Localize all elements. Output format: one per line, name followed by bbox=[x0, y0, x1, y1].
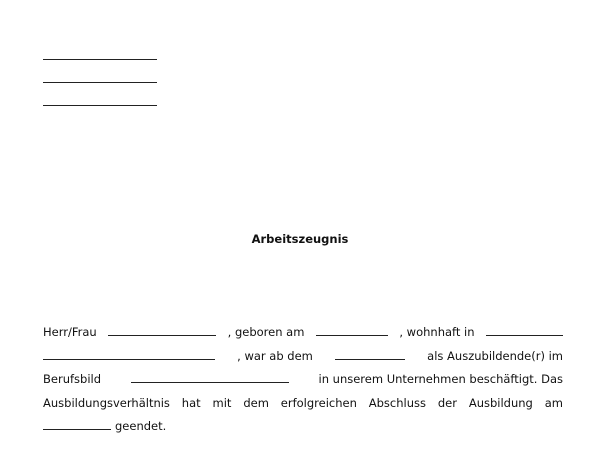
blank-birthdate bbox=[316, 334, 388, 336]
body-paragraph bbox=[43, 321, 563, 439]
text-berufsbild: Berufsbild bbox=[43, 372, 102, 386]
sender-line-1 bbox=[43, 59, 157, 60]
text-geboren-am: , geboren am bbox=[227, 325, 305, 339]
text-war-ab-dem: , war ab dem bbox=[237, 348, 313, 363]
blank-residence bbox=[486, 334, 563, 336]
sender-line-3 bbox=[43, 105, 157, 106]
blank-end-date bbox=[43, 428, 111, 430]
text-unternehmen-beschaeftigt: in unserem Unternehmen beschäftigt. Das bbox=[318, 372, 563, 386]
blank-occupation bbox=[131, 381, 289, 383]
text-geendet: geendet. bbox=[115, 419, 167, 433]
body-line-3 bbox=[43, 368, 563, 392]
blank-start-date bbox=[335, 358, 405, 360]
body-line-4 bbox=[43, 392, 563, 416]
text-wohnhaft-in: , wohnhaft in bbox=[399, 325, 475, 339]
blank-name bbox=[108, 334, 216, 336]
text-ausbildungsverhaeltnis: Ausbildungsverhältnis hat mit dem erfolgreichen Abschluss der Ausbildung am bbox=[43, 395, 563, 410]
sender-line-2 bbox=[43, 82, 157, 83]
blank-address bbox=[43, 358, 215, 360]
document-title: Arbeitszeugnis bbox=[251, 232, 349, 246]
text-herr-frau: Herr/Frau bbox=[43, 325, 97, 339]
text-als-auszubildende: als Auszubildende(r) im bbox=[427, 348, 563, 363]
body-line-1 bbox=[43, 321, 563, 345]
body-line-5 bbox=[43, 415, 563, 439]
body-line-2 bbox=[43, 345, 563, 369]
